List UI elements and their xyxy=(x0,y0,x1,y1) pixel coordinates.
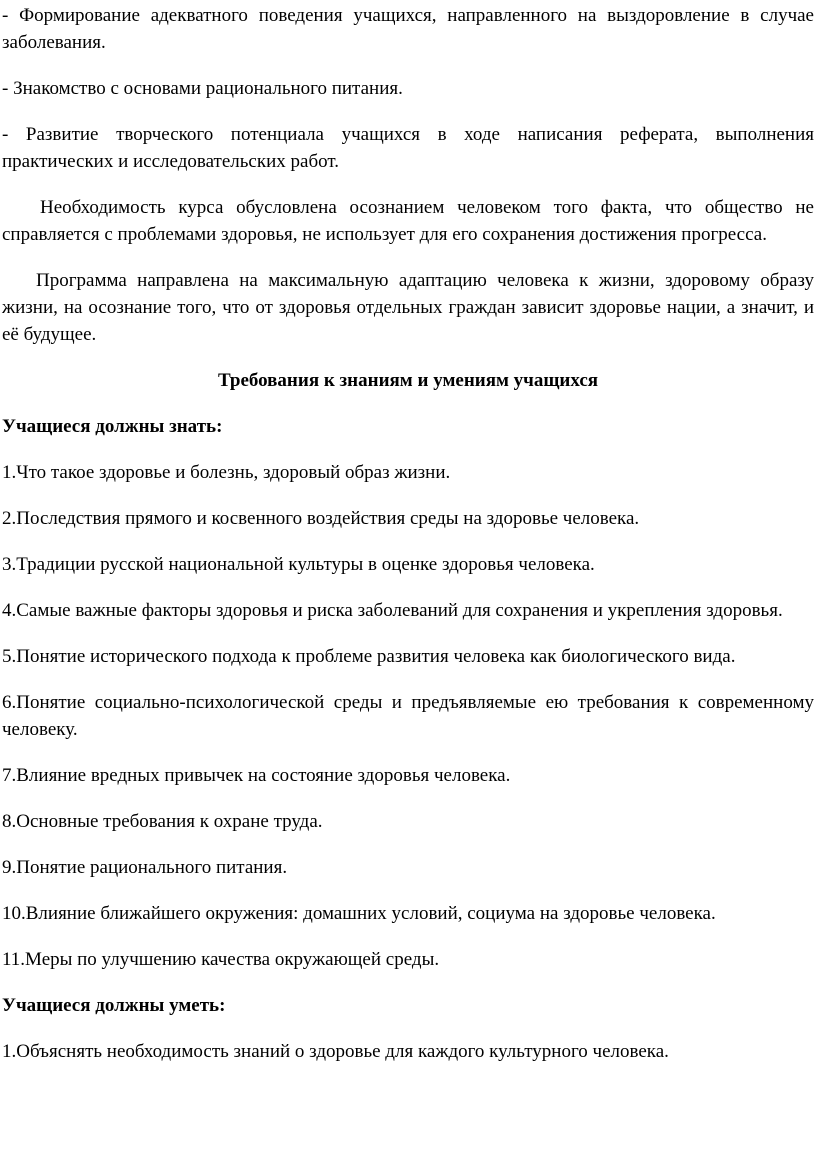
know-item-6: 6.Понятие социально-психологической среды и предъявляемые ею требования к современному человеку. xyxy=(2,692,814,740)
able-heading: Учащиеся должны уметь: xyxy=(2,995,226,1016)
paragraph-nutrition: - Знакомство с основами рационального питания. xyxy=(2,78,403,99)
know-item-4: 4.Самые важные факторы здоровья и риска заболеваний для сохранения и укрепления здоровья. xyxy=(2,600,783,621)
know-item-8: 8.Основные требования к охране труда. xyxy=(2,811,323,832)
know-item-5: 5.Понятие исторического подхода к проблеме развития человека как биологического вида. xyxy=(2,646,736,667)
know-item-7: 7.Влияние вредных привычек на состояние здоровья человека. xyxy=(2,765,511,786)
know-item-10: 10.Влияние ближайшего окружения: домашних условий, социума на здоровье человека. xyxy=(2,903,716,924)
know-item-1: 1.Что такое здоровье и болезнь, здоровый образ жизни. xyxy=(2,462,451,483)
able-item-1: 1.Объяснять необходимость знаний о здоровье для каждого культурного человека. xyxy=(2,1041,669,1062)
paragraph-creativity: - Развитие творческого потенциала учащихся в ходе написания реферата, выполнения практических и исследовательских работ. xyxy=(2,124,814,172)
paragraph-course-necessity: Необходимость курса обусловлена осознанием человеком того факта, что общество не справляется с проблемами здоровья, не использует для его сохранения достижения прогресса. xyxy=(2,197,814,245)
paragraph-behavior: - Формирование адекватного поведения учащихся, направленного на выздоровление в случае заболевания. xyxy=(2,5,814,53)
know-item-2: 2.Последствия прямого и косвенного воздействия среды на здоровье человека. xyxy=(2,508,640,529)
know-item-9: 9.Понятие рационального питания. xyxy=(2,857,288,878)
know-heading: Учащиеся должны знать: xyxy=(2,416,223,437)
section-title: Требования к знаниям и умениям учащихся xyxy=(217,370,599,391)
know-item-3: 3.Традиции русской национальной культуры в оценке здоровья человека. xyxy=(2,554,595,575)
paragraph-program-goal: Программа направлена на максимальную адаптацию человека к жизни, здоровому образу жизни, на осознание того, что от здоровья отдельных граждан зависит здоровье нации, а значит, и её будущее. xyxy=(2,270,814,345)
know-item-11: 11.Меры по улучшению качества окружающей среды. xyxy=(2,949,440,970)
